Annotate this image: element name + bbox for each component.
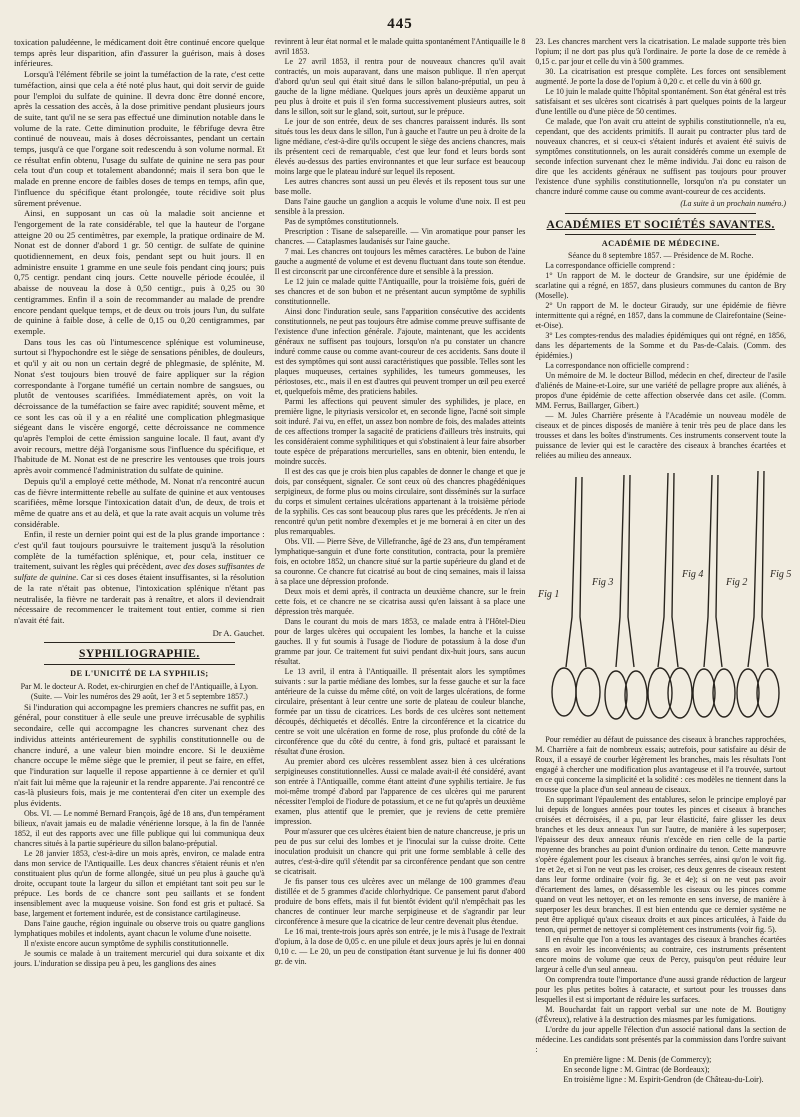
paragraph: Un mémoire de M. le docteur Billod, médecin en chef, directeur de l'asile d'aliénés de Maine-et-Loire, sur une variété de pellagre propre aux aliénés, à propos d'une épidémie de cette affection observée dans cet asile. (Comm. MM. Ferrus, Baillarger, Gibert.) xyxy=(535,371,787,410)
scissors-fig-5 xyxy=(737,471,779,717)
paragraph: On comprendra toute l'importance d'une aussi grande réduction de largeur pour les plus petites boîtes à cataracte, et surtout pour les trousses dans lesquelles il est si important de réduire les surfaces. xyxy=(535,975,787,1004)
paragraph: Ce malade, que l'on avait cru atteint de syphilis constitutionnelle, n'a eu, cependant, que des accidents primitifs. Il aurait pu contracter plus tard de nouveaux chancres, et si ceux-ci s'étaient indurés et avaient été suivis de symptômes constitutionnels, on les aurait considérés comme un exemple de seconde infection survenant chez le même individu. J'ai donc eu raison de dire que les accidents généraux ne suffisent pas toujours pour prouver l'existence d'une syphilis constitutionnelle, lorsqu'on n'a pu constater un chancre induré comme cause ou comme avant-coureur de ces accidents. xyxy=(535,117,787,196)
paragraph: Je fis panser tous ces ulcères avec un mélange de 100 grammes d'eau distillée et de 5 grammes d'acide chlorhydrique. Ce pansement parut d'abord produire de bons effets, mais il fut bientôt évident qu'il n'empêchait pas les chancres de continuer leur marche serpigineuse et de s'agrandir par leur circonférence à mesure que la cicatrice de leur centre devenait plus étendue. xyxy=(274,877,526,926)
scissors-illustration xyxy=(536,467,792,729)
column-2 xyxy=(275,37,526,1117)
paragraph: Pas de symptômes constitutionnels. xyxy=(284,217,399,226)
paragraph: Lorsqu'à l'élément fébrile se joint la tuméfaction de la rate, c'est cette tuméfaction, ainsi que cela a été noté plus haut, qui doit servir de guide pour l'emploi du sulfate de quinine. Il devra donc être donné encore, après la cessation des accès, à la dose primitive pendant plusieurs jours de suite, tant qu'il ne se sera pas effectué une diminution notable dans le volume de la rate. Cette diminution produite, le fébrifuge devra être continué de nouveau, mais à doses décroissantes, pendant un certain temps, jusqu'à ce que l'organe soit redescendu à son volume normal. Et ce résultat enfin obtenu, l'usage du sulfate de quinine ne sera pas pour cela tout d'un coup et totalement abandonné; mais il sera bon que le malade en prenne encore de faibles doses de temps en temps, afin que, l'influence du spécifique étant prolongée, toute récidive soit plus sûrement prévenue. xyxy=(14,69,265,208)
divider xyxy=(565,234,756,235)
candidate-line: En première ligne : M. Denis (de Commercy); xyxy=(563,1055,712,1064)
subsection-heading: ACADÉMIE DE MÉDECINE. xyxy=(601,239,720,248)
divider xyxy=(565,213,756,214)
divider xyxy=(44,642,235,643)
paragraph: Il en résulte que l'on a tous les avantages des ciseaux à branches écartées sans en avoir les inconvénients; au contraire, ces instruments présentent encore moins de volume que ceux de Percy, puisqu'on peut réduire leur largeur à celle d'un seul anneau. xyxy=(535,935,787,974)
paragraph: Parmi les affections qui peuvent simuler des syphilides, je place, en première ligne, le pityriasis versicolor et, en seconde ligne, l'acné soit simple soit induré. J'ai vu, en effet, un assez bon nombre de fois, des malades atteints de ces affections tromper la sagacité de praticiens d'ailleurs très instruits, qui les considéraient comme syphilitiques et qui s'obstinaient à leur faire absorber toute espèce de préparations mercurielles, sans en obtenir, bien entendu, le moindre succès. xyxy=(274,397,526,466)
page-number: 445 xyxy=(387,16,413,32)
paragraph: Prescription : Tisane de salsepareille. — Vin aromatique pour panser les chancres. — Cataplasmes laudanisés sur l'aine gauche. xyxy=(274,227,526,246)
paragraph: 7 mai. Les chancres ont toujours les mêmes caractères. Le bubon de l'aine gauche a augmenté de volume et est devenu fluctuant dans toute son étendue. Il est circonscrit par une circonférence dure et sensible à la pression. xyxy=(274,247,526,276)
paragraph: Je soumis ce malade à un traitement mercuriel qui dura soixante et dix jours. L'induration se dissipa peu à peu, les ganglions des aines xyxy=(14,948,265,968)
paragraph: — M. Jules Charrière présente à l'Académie un nouveau modèle de ciseaux et de pinces disposés de manière à tenir très peu de place dans les trousses et dans les boîtes d'instruments. Ces instruments conservent toute la puissance de levier qui est le caractère des ciseaux à branches écartées et reliées au milieu des anneaux. xyxy=(535,411,787,460)
emphasis: avec des doses suffisantes de sulfate de quinine xyxy=(14,561,265,583)
figure-label: Fig 4 xyxy=(681,569,704,580)
byline: Par M. le docteur A. Rodet, ex-chirurgien en chef de l'Antiquaille, à Lyon. xyxy=(20,681,259,691)
paragraph xyxy=(14,529,265,625)
article-title: DE L'UNICITÉ DE LA SYPHILIS; xyxy=(70,669,209,679)
signature: Dr A. Gauchet. xyxy=(212,627,265,638)
text-run: Enfin, il reste un dernier point qui est de la plus grande importance : c'est qu'il faut toujours poursuivre le traitement jusqu'à la résolution complète de la tuméfaction splénique, et, pour cela, instituer ce traitement, suivant les règles qui précèdent, xyxy=(14,529,265,572)
column-3 xyxy=(535,37,792,1117)
paragraph: 23. Les chancres marchent vers la cicatrisation. Le malade supporte très bien l'opium; il ne dort pas plus qu'à l'ordinaire. Je porte la dose de ce remède à 0,15 c. par jour et celle du vin à 500 grammes. xyxy=(535,37,787,66)
paragraph: Pour remédier au défaut de puissance des ciseaux à branches rapprochées, M. Charrière a fait de nombreux essais; autrefois, pour satisfaire au désir de Roux, il a essayé de courber légèrement les branches, mais les résultats l'ont engagé à chercher une modification plus avantageuse et il l'a trouvée, surtout en ce qui concerne la simplicité et la solidité : ces modèles ne tiennent dans la trousse que la place d'un seul anneau de ciseaux. xyxy=(535,735,787,794)
paragraph: La correspondance non officielle comprend : xyxy=(545,361,689,370)
paragraph: Il est des cas que je crois bien plus capables de donner le change et que je dois, par conséquent, signaler. Ce sont ceux où des chancres phagédéniques serpigineux, de forme plus ou moins circulaire, sont disséminés sur la surface du corps et simulent certaines ulcérations appartenant à la troisième période de la syphilis. Ces cas sont beaucoup plus rares que les précédents. Je n'en ai rencontré qu'un petit nombre d'exemples et je me bornerai à en citer un des plus remarquables. xyxy=(274,467,526,536)
column-1 xyxy=(14,37,265,1117)
candidate-line: En seconde ligne : M. Gintrac (de Bordeaux); xyxy=(563,1065,710,1074)
session-line: Séance du 8 septembre 1857. — Présidence de M. Roche. xyxy=(568,251,754,260)
figure-label: Fig 3 xyxy=(591,577,614,588)
paragraph: revinrent à leur état normal et le malade quitta spontanément l'Antiquaille le 8 avril 1853. xyxy=(274,37,526,56)
observation: Obs. VI. — Le nommé Bernard François, âgé de 18 ans, d'un tempérament bilieux, n'avait jamais eu de maladie vénérienne lorsque, à la fin de l'année 1852, il eut des rapports avec une fille publique qui lui communiqua deux chancres situés à la partie supérieure du sillon balano-préputial. xyxy=(14,808,265,848)
paragraph: Pour m'assurer que ces ulcères étaient bien de nature chancreuse, je pris un peu de pus sur celui des lombes et je l'inoculai sur la cuisse droite. Cette inoculation produisit un chancre qui prit une forme semblable à celle des autres, c'est-à-dire qu'il s'étendit par sa circonférence pendant que son centre se cicatrisait. xyxy=(274,827,526,876)
paragraph: Depuis qu'il a employé cette méthode, M. Nonat n'a rencontré aucun cas de fièvre intermittente rebelle au sulfate de quinine et aux ventouses scarifiées, même lorsque l'intoxication datait d'un, de deux, de trois et même de quatre ans et au delà, et que la rate avait acquis un volume très considérable. xyxy=(14,475,265,529)
paragraph: 30. La cicatrisation est presque complète. Les forces ont sensiblement augmenté. Je porte la dose de l'opium à 0,20 c. et celle du vin à 600 gr. xyxy=(535,67,787,86)
observation: Obs. VII. — Pierre Sève, de Villefranche, âgé de 23 ans, d'un tempérament lymphatique-sanguin et d'une forte constitution, contracta, pour la première fois, en octobre 1852, un chancre situé sur la partie supérieure du gland et de sa couronne. Ce chancre fut cicatrisé au bout de cinq semaines, mais il laissa à sa place une dépression profonde. xyxy=(274,537,526,586)
paragraph: Il n'existe encore aucun symptôme de syphilis constitutionnelle. xyxy=(24,938,229,948)
section-heading: ACADÉMIES ET SOCIÉTÉS SAVANTES. xyxy=(546,219,775,231)
continuation-note: (La suite à un prochain numéro.) xyxy=(680,199,787,208)
paragraph: 1° Un rapport de M. le docteur de Grandsire, sur une épidémie de scarlatine qui a régné, en 1857, dans plusieurs communes du canton de Bry (Moselle). xyxy=(535,271,787,300)
paragraph: Si l'induration qui accompagne les premiers chancres ne suffit pas, en général, pour constituer à elle seule une preuve irrécusable de syphilis secondaire, celle qui accompagne les chancres survenant chez des individus atteints antérieurement de syphilis constitutionnelle ou de chancre induré, a une valeur bien moindre encore. Si le deuxième chancre occupe le même siège que le premier, il peut se faire, en effet, que l'induration sur laquelle il repose appartienne à ce dernier et qu'il n'ait fait lui même que la rajeunir et la rendre apparente. J'ai rencontré ce cas-là plusieurs fois, mais je me contenterai d'en citer un exemple des plus évidents. xyxy=(14,701,265,809)
paragraph: Ainsi donc l'induration seule, sans l'apparition consécutive des accidents constitutionnels, ne peut pas toujours être admise comme preuve suffisante de l'existence d'une infection générale. J'ajoute, maintenant, que les accidents généraux ne suffisent pas toujours, lorsqu'on n'a pu constater un chancre induré comme cause ou comme avant-coureur de ces accidents. Sans doute il est des symptômes qui sont aussi caractéristiques que possible. Telles sont les plaques muqueuses, certaines syphilides, les tumeurs gommeuses, les périostoses, etc., mais il en est d'autres qui peuvent tromper un œil peu exercé et, quelquefois même, des praticiens habiles. xyxy=(274,307,526,396)
scissors-fig-4 xyxy=(648,473,692,718)
paragraph: L'ordre du jour appelle l'élection d'un associé national dans la section de médecine. Les candidats sont présentés par la commission dans l'ordre suivant : xyxy=(535,1025,787,1054)
paragraph: Le 13 avril, il entra à l'Antiquaille. Il présentait alors les symptômes suivants : sur la partie médiane des lombes, sur la fesse gauche et sur la face antérieure de la cuisse du même côté, on voit de larges ulcérations, de forme circulaire, présentant à leur centre une sorte de plateau de couleur blanche, formée par un tissu de cicatrices. Les bords de ces ulcères sont nettement découpés, déchiquetés et décollés. Entre la circonférence et la cicatrice du centre se voit une ulcération en forme de rose, plus profonde du côté de la circonférence que du côté du centre, à fond gris, pultacé et paraissant le résultat d'une érosion. xyxy=(274,667,526,756)
paragraph: Au premier abord ces ulcères ressemblent assez bien à ces ulcérations serpigineuses constitutionnelles. Aussi ce malade avait-il été considéré, avant son entrée à l'Antiquaille, comme étant atteint d'une syphilis tertiaire. Je fus moi-même trompé d'abord par l'apparence de ces ulcères qui me parurent nécessiter l'emploi de l'iodure de potassium, et ce ne fut qu'après un deuxième examen, plus attentif que le premier, que je reviens de cette première impression. xyxy=(274,757,526,826)
figure-label: Fig 1 xyxy=(537,589,560,600)
paragraph: 3° Les comptes-rendus des maladies épidémiques qui ont régné, en 1856, dans les départements de la Somme et du Pas-de-Calais. (Comm. des épidémies.) xyxy=(535,331,787,360)
paragraph: Le 28 janvier 1853, c'est-à-dire un mois après, environ, ce malade entra dans mon service de l'Antiquaille. Les deux chancres s'étaient réunis et n'en constituaient plus qu'un de forme allongée, situé un peu plus à gauche qu'à droite, occupant toute la largeur du sillon et empiétant tant soit peu sur le prépuce. Les bords de ce chancre sont peu saillants et se fondent insensiblement avec la muqueuse voisine. Son fond est gris et pultacé. Sa base, largement et fortement indurée, est de consistance cartilagineuse. xyxy=(14,848,265,918)
figure-label: Fig 2 xyxy=(725,577,748,588)
paragraph: Ainsi, en supposant un cas où la maladie soit ancienne et l'engorgement de la rate considérable, tel que la hauteur de l'organe atteigne 20 ou 25 centimètres, par exemple, la pratique ordinaire de M. Nonat est de donner d'abord 1 gr. 50 centigr. de sulfate de quinine quotidiennement, en deux fois, pendant sept ou huit jours. Il en administre ensuite 1 gramme en une seule fois pendant cinq jours; puis 0,75 centigr. pendant cinq jours. Cette nouvelle période écoulée, il abaisse de nouveau la dose à 0,50 centigr., puis à 0,25 ou 30 centigrammes. Enfin il a soin de recommander au malade de prendre encore pendant quelque temps, et de deux ou trois jours l'un, du sulfate de quinine à faible dose, à celle de 0,15 ou 0,20 centigrammes, par exemple. xyxy=(14,208,265,336)
paragraph: Deux mois et demi après, il contracta un deuxième chancre, sur le frein cette fois, et ce chancre ne se cicatrisa aussi qu'en laissant à sa place une dépression très marquée. xyxy=(274,587,526,616)
paragraph: 2° Un rapport de M. le docteur Giraudy, sur une épidémie de fièvre intermittente qui a régné, en 1857, dans la commune de Clairefontaine (Seine-et-Oise). xyxy=(535,301,787,330)
paragraph: Les autres chancres sont aussi un peu élevés et ils reposent tous sur une base molle. xyxy=(274,177,526,196)
paragraph: Le 12 juin ce malade quitte l'Antiquaille, pour la troisième fois, guéri de ses chancres et de son bubon et ne présentant aucun symptôme de syphilis constitutionnelle. xyxy=(274,277,526,306)
paragraph: Dans l'aine gauche un ganglion a acquis le volume d'une noix. Il est peu sensible à la pression. xyxy=(274,197,526,216)
paragraph: M. Bouchardat fait un rapport verbal sur une note de M. Boutigny (d'Évreux), relative à la destruction des miasmes par les fumigations. xyxy=(535,1005,787,1024)
paragraph: Dans l'aine gauche, région inguinale ou observe trois ou quatre ganglions lymphatiques mobiles et indolents, ayant chacun le volume d'une noisette. xyxy=(14,918,265,938)
section-heading: SYPHILIOGRAPHIE. xyxy=(78,648,200,661)
paragraph: Dans le courant du mois de mars 1853, ce malade entra à l'Hôtel-Dieu pour de larges ulcères qui occupaient les lombes, la hanche et la cuisse gauches. Il y fut soumis à l'usage de l'iodure de potassium à la dose d'un gramme par jour. Ce traitement fut suivi pendant dix-huit jours, sans aucun résultat. xyxy=(274,617,526,666)
paragraph: En supprimant l'épaulement des entablures, selon le principe employé par lui depuis de longues années pour toutes les pinces et ciseaux à branches croisées et décroisées, il a pu, par leur élasticité, faire glisser les deux branches et les deux anneaux l'un sur l'autre, de manière à les superposer; l'épaisseur des deux anneaux réunis n'excède en rien celle de la partie moyenne des branches au point d'union ordinaire du tenon. Cette manœuvre s'opère également pour les ciseaux à branches serrées, ainsi qu'on le voit fig. 1re et 2e, et si l'on ne veut pas les croiser, ces deux genres de ciseaux restent dans leur forme ordinaire (voir fig. 3e et 4e); si on ne veut pas avoir d'écartement des lames, on désassemble les ciseaux ou les pinces comme quand on veut les nettoyer, et on les remonte en sens inverse, de manière à superposer les deux branches. Il est bien entendu que ce dernier système ne peut être appliqué qu'aux ciseaux droits et aux pinces articulées, à l'aide du tenon, qui permet de nettoyer si complètement ces instruments (voir fig. 5). xyxy=(535,795,787,934)
paragraph: Le jour de son entrée, deux de ses chancres paraissent indurés. Ils sont situés tous les deux dans le sillon, l'un à gauche et l'autre un peu à droite de la ligne médiane, c'est-à-dire qu'ils occupent le siège des anciens chancres, mais ils présentent ceci de remarquable, c'est que leur fond et leurs bords sont élevés au-dessus des parties environnantes et que leur surface est beaucoup moins large que le plateau induré sur lequel ils reposent. xyxy=(274,117,526,176)
candidate-line: En troisième ligne : M. Espirit-Gendron (de Château-du-Loir). xyxy=(563,1075,764,1084)
figure-label: Fig 5 xyxy=(769,569,792,580)
text-run: . Car si ces doses étaient insuffisantes, si la résolution de la rate n'était pas obtenue, l'intoxication splénique n'étant pas neutralisée, la fièvre ne tarderait pas à renaître, et alors il deviendrait nécessaire de recommencer le traitement tout entier, comme si rien n'avait été fait. xyxy=(14,572,265,625)
paragraph: Le 16 mai, trente-trois jours après son entrée, je le mis à l'usage de l'extrait d'opium, à la dose de 0,05 c. en une pilule et deux jours après je lui en donnai 0,10 c. — Le 20, un peu de constipation étant survenue je lui fis donner 400 gr. de vin. xyxy=(274,927,526,966)
divider xyxy=(44,664,235,665)
paragraph: Le 10 juin le malade quitte l'hôpital spontanément. Son état général est très satisfaisant et ses ulcères sont cicatrisés à part quelques points de la largeur d'une lentille ou d'une pièce de 50 centimes. xyxy=(535,87,787,116)
paragraph: Le 27 avril 1853, il rentra pour de nouveaux chancres qu'il avait contractés, un mois auparavant, dans une maison publique. Il n'en aperçut d'abord qu'un seul qui était situé dans le sillon balano-préputial, un peu à gauche de la ligne médiane. Quelques jours après un deuxième apparut un peu plus à droite et puis il s'en forma successivement plusieurs autres, soit dans le sillon, soit sur le gland, soit, surtout, sur le prépuce. xyxy=(274,57,526,116)
paragraph: Dans tous les cas où l'intumescence splénique est volumineuse, surtout si l'hypochondre est le siège de sensations pénibles, de douleurs, et qu'il y ait ou non un certain degré de phlegmasie, de splénite, M. Nonat s'est toujours bien trouvé de faire appliquer sur la région correspondante à l'organe tuméfié un certain nombre de sangsues, ou plutôt de ventouses scarifiées. Immédiatement après, on voit la décroissance de la tuméfaction se faire avec rapidité; souvent même, et ce sont les cas où il y a en réalité une complication phlegmasique siégeant dans le viscère engorgé, cette décroissance ne commence qu'après l'emploi de cette émission sanguine locale. Il faut, avant d'y avoir recours, mettre déjà l'organisme sous l'influence du spécifique, et l'habitude de M. Nonat est de ne prescrire les ventouses que trois jours après avoir commencé l'administration du sulfate de quinine. xyxy=(14,336,265,476)
scissors-fig-3 xyxy=(605,475,647,719)
paragraph: La correspondance officielle comprend : xyxy=(545,261,675,270)
scissors-figure xyxy=(535,467,792,729)
paragraph: toxication paludéenne, le médicament doit être continué encore quelque temps après leur disparition, afin d'assurer la guérison, mais à doses inférieures. xyxy=(14,37,265,69)
scissors-fig-2 xyxy=(693,475,735,717)
continuation-note: (Suite. — Voir les numéros des 29 août, 1er 3 et 5 septembre 1857.) xyxy=(30,691,248,701)
